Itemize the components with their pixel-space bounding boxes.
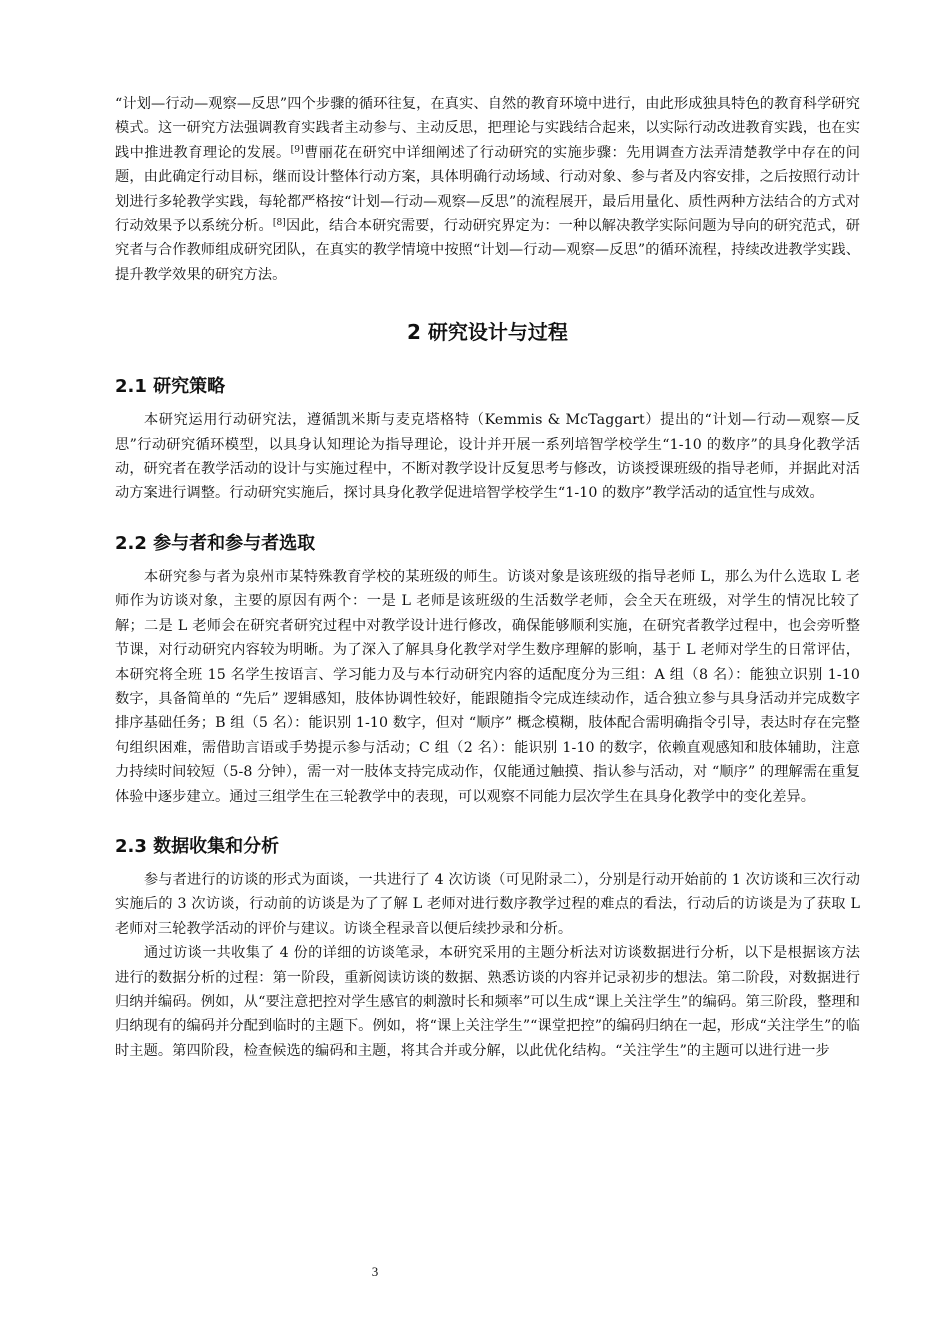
section-2-3-paragraph-1: 参与者进行的访谈的形式为面谈，一共进行了 4 次访谈（可见附录二），分别是行动开始前的 1 次访谈和三次行动实施后的 3 次访谈，行动前的访谈是为了了解 L 老师对进行数序教学过程的难点的看法，行动后的访谈是为了获取 L 老师对三轮教学活动的评价与建议。访谈全程录音以便后续抄录和分析。: [115, 871, 860, 937]
section-2-3-paragraph-2: 通过访谈一共收集了 4 份的详细的访谈笔录，本研究采用的主题分析法对访谈数据进行分析，以下是根据该方法进行的数据分析的过程：第一阶段，重新阅读访谈的数据、熟悉访谈的内容并记录初步的想法。第二阶段，对数据进行归纳并编码。例如，从“要注意把控对学生感官的刺激时长和频率”可以生成“课上关注学生”的编码。第三阶段，整理和归纳现有的编码并分配到临时的主题下。例如，将“课上关注学生”“课堂把控”的编码归纳在一起，形成“关注学生”的临时主题。第四阶段，检查候选的编码和主题，将其合并或分解，以此优化结构。“关注学生”的主题可以进行进一步: [115, 945, 860, 1059]
chapter-title: 2 研究设计与过程: [407, 320, 568, 345]
intro-text-1: “计划—行动—观察—反思”四个步骤的循环往复，在真实、自然的教育环境中进行，由此形成独具特色的教育科学研究模式。这一研究方法强调教育实践者主动参与、主动反思，把理论与实践结合起来，以实际行动改进教育实践，也在实践中推进教育理论的发展。: [115, 96, 860, 161]
citation-9: [9]: [290, 144, 304, 155]
intro-text-2: 曹丽花在研究中详细阐述了行动研究的实施步骤：先用调查方法弄清楚教学中存在的问题，由此确定行动目标，继而设计整体行动方案，具体明确行动场域、行动对象、参与者及内容安排，之后按照行动计划进行多轮教学实践，每轮都严格按“计划—行动—观察—反思”的流程展开，最后用量化、质性两种方法结合的方式对行动效果予以系统分析。: [115, 144, 860, 235]
intro-text-3: 因此，结合本研究需要，行动研究界定为：一种以解决教学实际问题为导向的研究范式，研究者与合作教师组成研究团队，在真实的教学情境中按照“计划—行动—观察—反思”的循环流程，持续改进教学实践、提升教学效果的研究方法。: [115, 218, 860, 283]
section-2-1-paragraph: 本研究运用行动研究法，遵循凯米斯与麦克塔格特（Kemmis & McTaggart）提出的“计划—行动—观察—反思”行动研究循环模型，以具身认知理论为指导理论，设计并开展一系列培智学校学生“1-10 的数序”的具身化教学活动，研究者在教学活动的设计与实施过程中，不断对教学设计反复思考与修改，访谈授课班级的指导老师，并据此对活动方案进行调整。行动研究实施后，探讨具身化教学促进培智学校学生“1-10 的数序”教学活动的适宜性与成效。: [115, 412, 860, 502]
page-number: 3: [371, 1264, 379, 1279]
section-title-2-2: 2.2 参与者和参与者选取: [115, 532, 316, 554]
section-title-2-1: 2.1 研究策略: [115, 376, 226, 398]
section-2-2-paragraph: 本研究参与者为泉州市某特殊教育学校的某班级的师生。访谈对象是该班级的指导老师 L，那么为什么选取 L 老师作为访谈对象，主要的原因有两个：一是 L 老师是该班级的生活数学老师，会全天在班级，对学生的情况比较了解；二是 L 老师会在研究者研究过程中对教学设计进行修改，确保能够顺利实施，在研究者教学过程中，也会旁听整节课，对行动研究内容较为明晰。为了深入了解具身化教学对学生数序理解的影响，基于 L 老师对学生的日常评估，本研究将全班 15 名学生按语言、学习能力及与本行动研究内容的适配度分为三组：A 组（8 名）：能独立识别 1-10 数字，具备简单的 “先后” 逻辑感知，肢体协调性较好，能跟随指令完成连续动作，适合独立参与具身活动并完成数字排序基础任务；B 组（5 名）：能识别 1-10 数字，但对 “顺序” 概念模糊，肢体配合需明确指令引导，表达时存在完整句组织困难，需借助言语或手势提示参与活动；C 组（2 名）：能识别 1-10 的数字，依赖直观感知和肢体辅助，注意力持续时间较短（5-8 分钟），需一对一肢体支持完成动作，仅能通过触摸、指认参与活动，对 “顺序” 的理解需在重复体验中逐步建立。通过三组学生在三轮教学中的表现，可以观察不同能力层次学生在具身化教学中的变化差异。: [115, 568, 860, 805]
citation-8: [8]: [272, 218, 286, 229]
section-title-2-3: 2.3 数据收集和分析: [115, 835, 280, 857]
intro-paragraph: [115, 92, 860, 287]
page-content: [115, 92, 860, 1063]
